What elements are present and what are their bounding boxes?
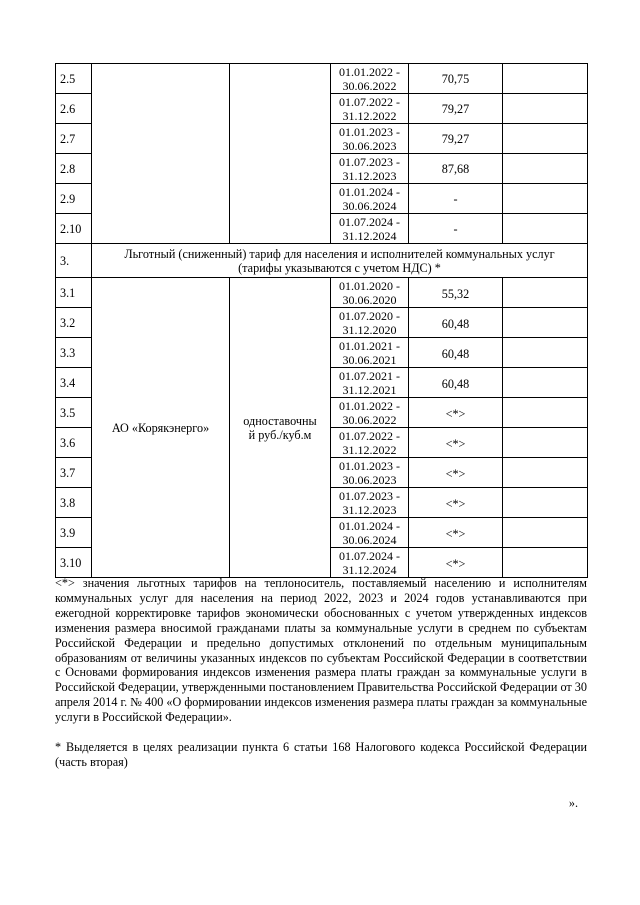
row-number: 3.2 [56,308,92,338]
asterisk-footnote: <*> значения льготных тарифов на теплоноситель, поставляемый населению и исполнителям коммунальных услуг для населения на период 2022, 2023 и 2024 годов устанавливаются при ежегодной корректировке тарифов экономически обоснованных с учетом утвержденных индексов изменения размера вносимой гражданами платы за коммунальные услуги в среднем по субъектам Российской Федерации и предельно допустимых отклонений по отдельным муниципальным образованиям от величины указанных индексов по субъектам Российской Федерации в соответствии с Основами формирования индексов изменения размера платы граждан за коммунальные услуги в Российской Федерации, утвержденными постановлением Правительства Российской Федерации от 30 апреля 2014 г. № 400 «О формировании индексов изменения размера платы граждан за коммунальные услуги в Российской Федерации». [55,576,587,725]
empty-cell [503,278,588,308]
empty-cell [503,398,588,428]
period-cell: 01.01.2021 - 30.06.2021 [331,338,409,368]
row-number: 2.7 [56,124,92,154]
row-number: 3.1 [56,278,92,308]
period-cell: 01.07.2023 - 31.12.2023 [331,488,409,518]
empty-cell [503,368,588,398]
row-number: 2.8 [56,154,92,184]
empty-cell [503,548,588,578]
empty-cell [503,458,588,488]
section-number: 3. [56,244,92,278]
period-cell: 01.01.2020 - 30.06.2020 [331,278,409,308]
closing-quote-mark: ». [568,796,578,810]
tariff-value: <*> [409,428,503,458]
period-cell: 01.07.2024 - 31.12.2024 [331,548,409,578]
row-number: 3.8 [56,488,92,518]
tariff-value: <*> [409,548,503,578]
empty-cell [503,518,588,548]
period-cell: 01.07.2020 - 31.12.2020 [331,308,409,338]
period-cell: 01.01.2022 - 30.06.2022 [331,398,409,428]
tariff-value: <*> [409,398,503,428]
empty-cell [503,184,588,214]
organization-name: АО «Корякэнерго» [92,278,230,578]
empty-cell [503,64,588,94]
empty-cell [503,214,588,244]
tariff-value: - [409,184,503,214]
row-number: 3.5 [56,398,92,428]
empty-cell [503,428,588,458]
row-number: 3.9 [56,518,92,548]
period-cell: 01.01.2023 - 30.06.2023 [331,124,409,154]
row-number: 2.9 [56,184,92,214]
empty-cell [503,124,588,154]
tariff-value: 79,27 [409,94,503,124]
tariff-value: 70,75 [409,64,503,94]
row-number: 3.7 [56,458,92,488]
tariff-value: - [409,214,503,244]
section-heading-row [56,244,588,278]
tariff-table [55,63,588,578]
tariff-value: <*> [409,458,503,488]
tariff-value: <*> [409,518,503,548]
unit-cell-empty [230,64,331,244]
row-number: 3.3 [56,338,92,368]
period-cell: 01.07.2021 - 31.12.2021 [331,368,409,398]
table-row [56,278,588,308]
period-cell: 01.01.2022 - 30.06.2022 [331,64,409,94]
tariff-value: 60,48 [409,308,503,338]
tariff-value: 79,27 [409,124,503,154]
row-number: 2.5 [56,64,92,94]
vat-footnote: * Выделяется в целях реализации пункта 6 статьи 168 Налогового кодекса Российской Федерации (часть вторая) [55,740,587,769]
row-number: 3.6 [56,428,92,458]
notes-section [55,576,587,770]
empty-cell [503,154,588,184]
period-cell: 01.01.2024 - 30.06.2024 [331,518,409,548]
tariff-value: <*> [409,488,503,518]
tariff-value: 87,68 [409,154,503,184]
row-number: 2.10 [56,214,92,244]
empty-cell [503,308,588,338]
period-cell: 01.07.2022 - 31.12.2022 [331,94,409,124]
empty-cell [503,338,588,368]
period-cell: 01.07.2022 - 31.12.2022 [331,428,409,458]
tariff-value: 60,48 [409,338,503,368]
tariff-unit: одноставочны й руб./куб.м [230,278,331,578]
org-cell-empty [92,64,230,244]
row-number: 3.10 [56,548,92,578]
tariff-value: 55,32 [409,278,503,308]
empty-cell [503,94,588,124]
tariff-value: 60,48 [409,368,503,398]
section-heading: Льготный (сниженный) тариф для населения и исполнителей коммунальных услуг (тарифы указываются с учетом НДС) * [92,244,588,278]
period-cell: 01.01.2024 - 30.06.2024 [331,184,409,214]
period-cell: 01.01.2023 - 30.06.2023 [331,458,409,488]
table-row [56,64,588,94]
period-cell: 01.07.2024 - 31.12.2024 [331,214,409,244]
row-number: 3.4 [56,368,92,398]
period-cell: 01.07.2023 - 31.12.2023 [331,154,409,184]
row-number: 2.6 [56,94,92,124]
empty-cell [503,488,588,518]
